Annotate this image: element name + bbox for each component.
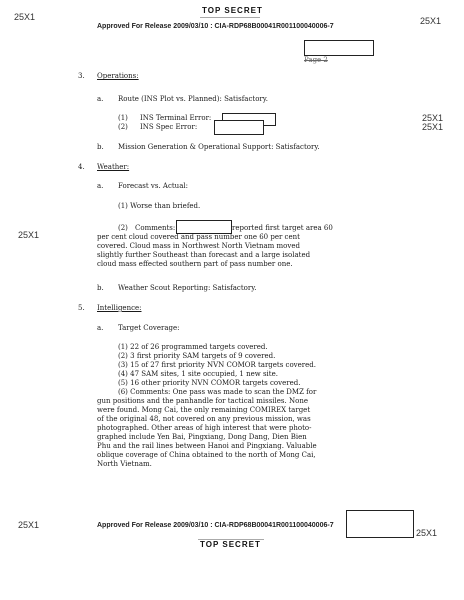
section-3-number: 3. [78,72,85,80]
comments-line-2: gun positions and the panhandle for tactical missiles. None [97,397,308,405]
comments-line-4: of the original 48, not covered on any previous mission, was [97,415,311,423]
redaction-box-weather [176,220,232,234]
release-line-top: Approved For Release 2009/03/10 : CIA-RDP68B00041R001100040006-7 [97,23,334,30]
section-4a-item2-lead: Comments: [135,224,176,232]
section-3a-item2-text: INS Spec Error: [140,123,198,131]
weather-line-1: per cent cloud covered and pass number one 60 per cent [97,233,300,241]
weather-line-4: cloud mass effected southern part of pass number one. [97,260,293,268]
top-classification-rule [200,17,260,18]
section-3-title: Operations: [97,72,139,80]
left-mark-weather: 25X1 [18,230,40,240]
section-4a-item2-num: (2) [118,224,128,232]
section-3a-item1-text: INS Terminal Error: [140,114,212,122]
redaction-box-ins-spec [214,120,264,135]
section-4-number: 4. [78,163,85,171]
top-classification: TOP SECRET [202,6,263,15]
redaction-box-header [304,40,374,56]
section-5a-label: a. [97,324,104,332]
section-3b-label: b. [97,143,104,151]
section-3a-item2-num: (2) [118,123,128,131]
bottom-classification: TOP SECRET [200,540,261,549]
coverage-item-5: (5) 16 other priority NVN COMOR targets covered. [118,379,301,387]
section-5-title: Intelligence: [97,304,142,312]
footer-right-mark: 25X1 [416,528,438,538]
section-4b-label: b. [97,284,104,292]
comments-line-8: oblique coverage of China obtained to the north of Mong Cai, [97,451,316,459]
left-margin-mark: 25X1 [14,12,36,22]
comments-line-6: graphed include Yen Bai, Pingxiang, Dong Dang, Dien Bien [97,433,307,441]
section-3a-item1-num: (1) [118,114,128,122]
weather-line-3: slightly further Southeast than forecast and a large isolated [97,251,311,259]
redaction-box-footer [346,510,414,538]
coverage-item-2: (2) 3 first priority SAM targets of 9 covered. [118,352,276,360]
right-margin-mark: 25X1 [420,16,442,26]
section-5a-text: Target Coverage: [118,324,180,332]
comments-line-3: were found. Mong Cai, the only remaining COMIREX target [97,406,311,414]
comments-line-9: North Vietnam. [97,460,152,468]
section-4a-label: a. [97,182,104,190]
section-3a-text: Route (INS Plot vs. Planned): Satisfactory. [118,95,269,103]
section-4-title: Weather: [97,163,130,171]
page-label: Page 2 [304,56,328,64]
coverage-item-3: (3) 15 of 27 first priority NVN COMOR targets covered. [118,361,316,369]
bottom-classification-rule [198,539,264,540]
weather-line-2: covered. Cloud mass in Northwest North Vietnam moved [97,242,300,250]
section-4a-text: Forecast vs. Actual: [118,182,188,190]
right-mark-ins-1: 25X1 [422,113,444,123]
footer-left-mark: 25X1 [18,520,40,530]
coverage-item-4: (4) 47 SAM sites, 1 site occupied, 1 new site. [118,370,278,378]
section-3a-label: a. [97,95,104,103]
coverage-item-1: (1) 22 of 26 programmed targets covered. [118,343,268,351]
section-4b-text: Weather Scout Reporting: Satisfactory. [118,284,257,292]
section-4a-item1: (1) Worse than briefed. [118,202,201,210]
right-mark-ins-2: 25X1 [422,122,444,132]
comments-line-7: Phu and the rail lines between Hanoi and Pingxiang. Valuable [97,442,317,450]
release-line-bottom: Approved For Release 2009/03/10 : CIA-RDP68B00041R001100040006-7 [97,522,334,529]
section-5-number: 5. [78,304,85,312]
comments-line-1: (6) Comments: One pass was made to scan the DMZ for [118,388,317,396]
section-4a-item2-rest: reported first target area 60 [232,224,333,232]
comments-line-5: photographed. Other areas of high interest that were photo- [97,424,312,432]
section-3b-text: Mission Generation & Operational Support: Satisfactory. [118,143,320,151]
